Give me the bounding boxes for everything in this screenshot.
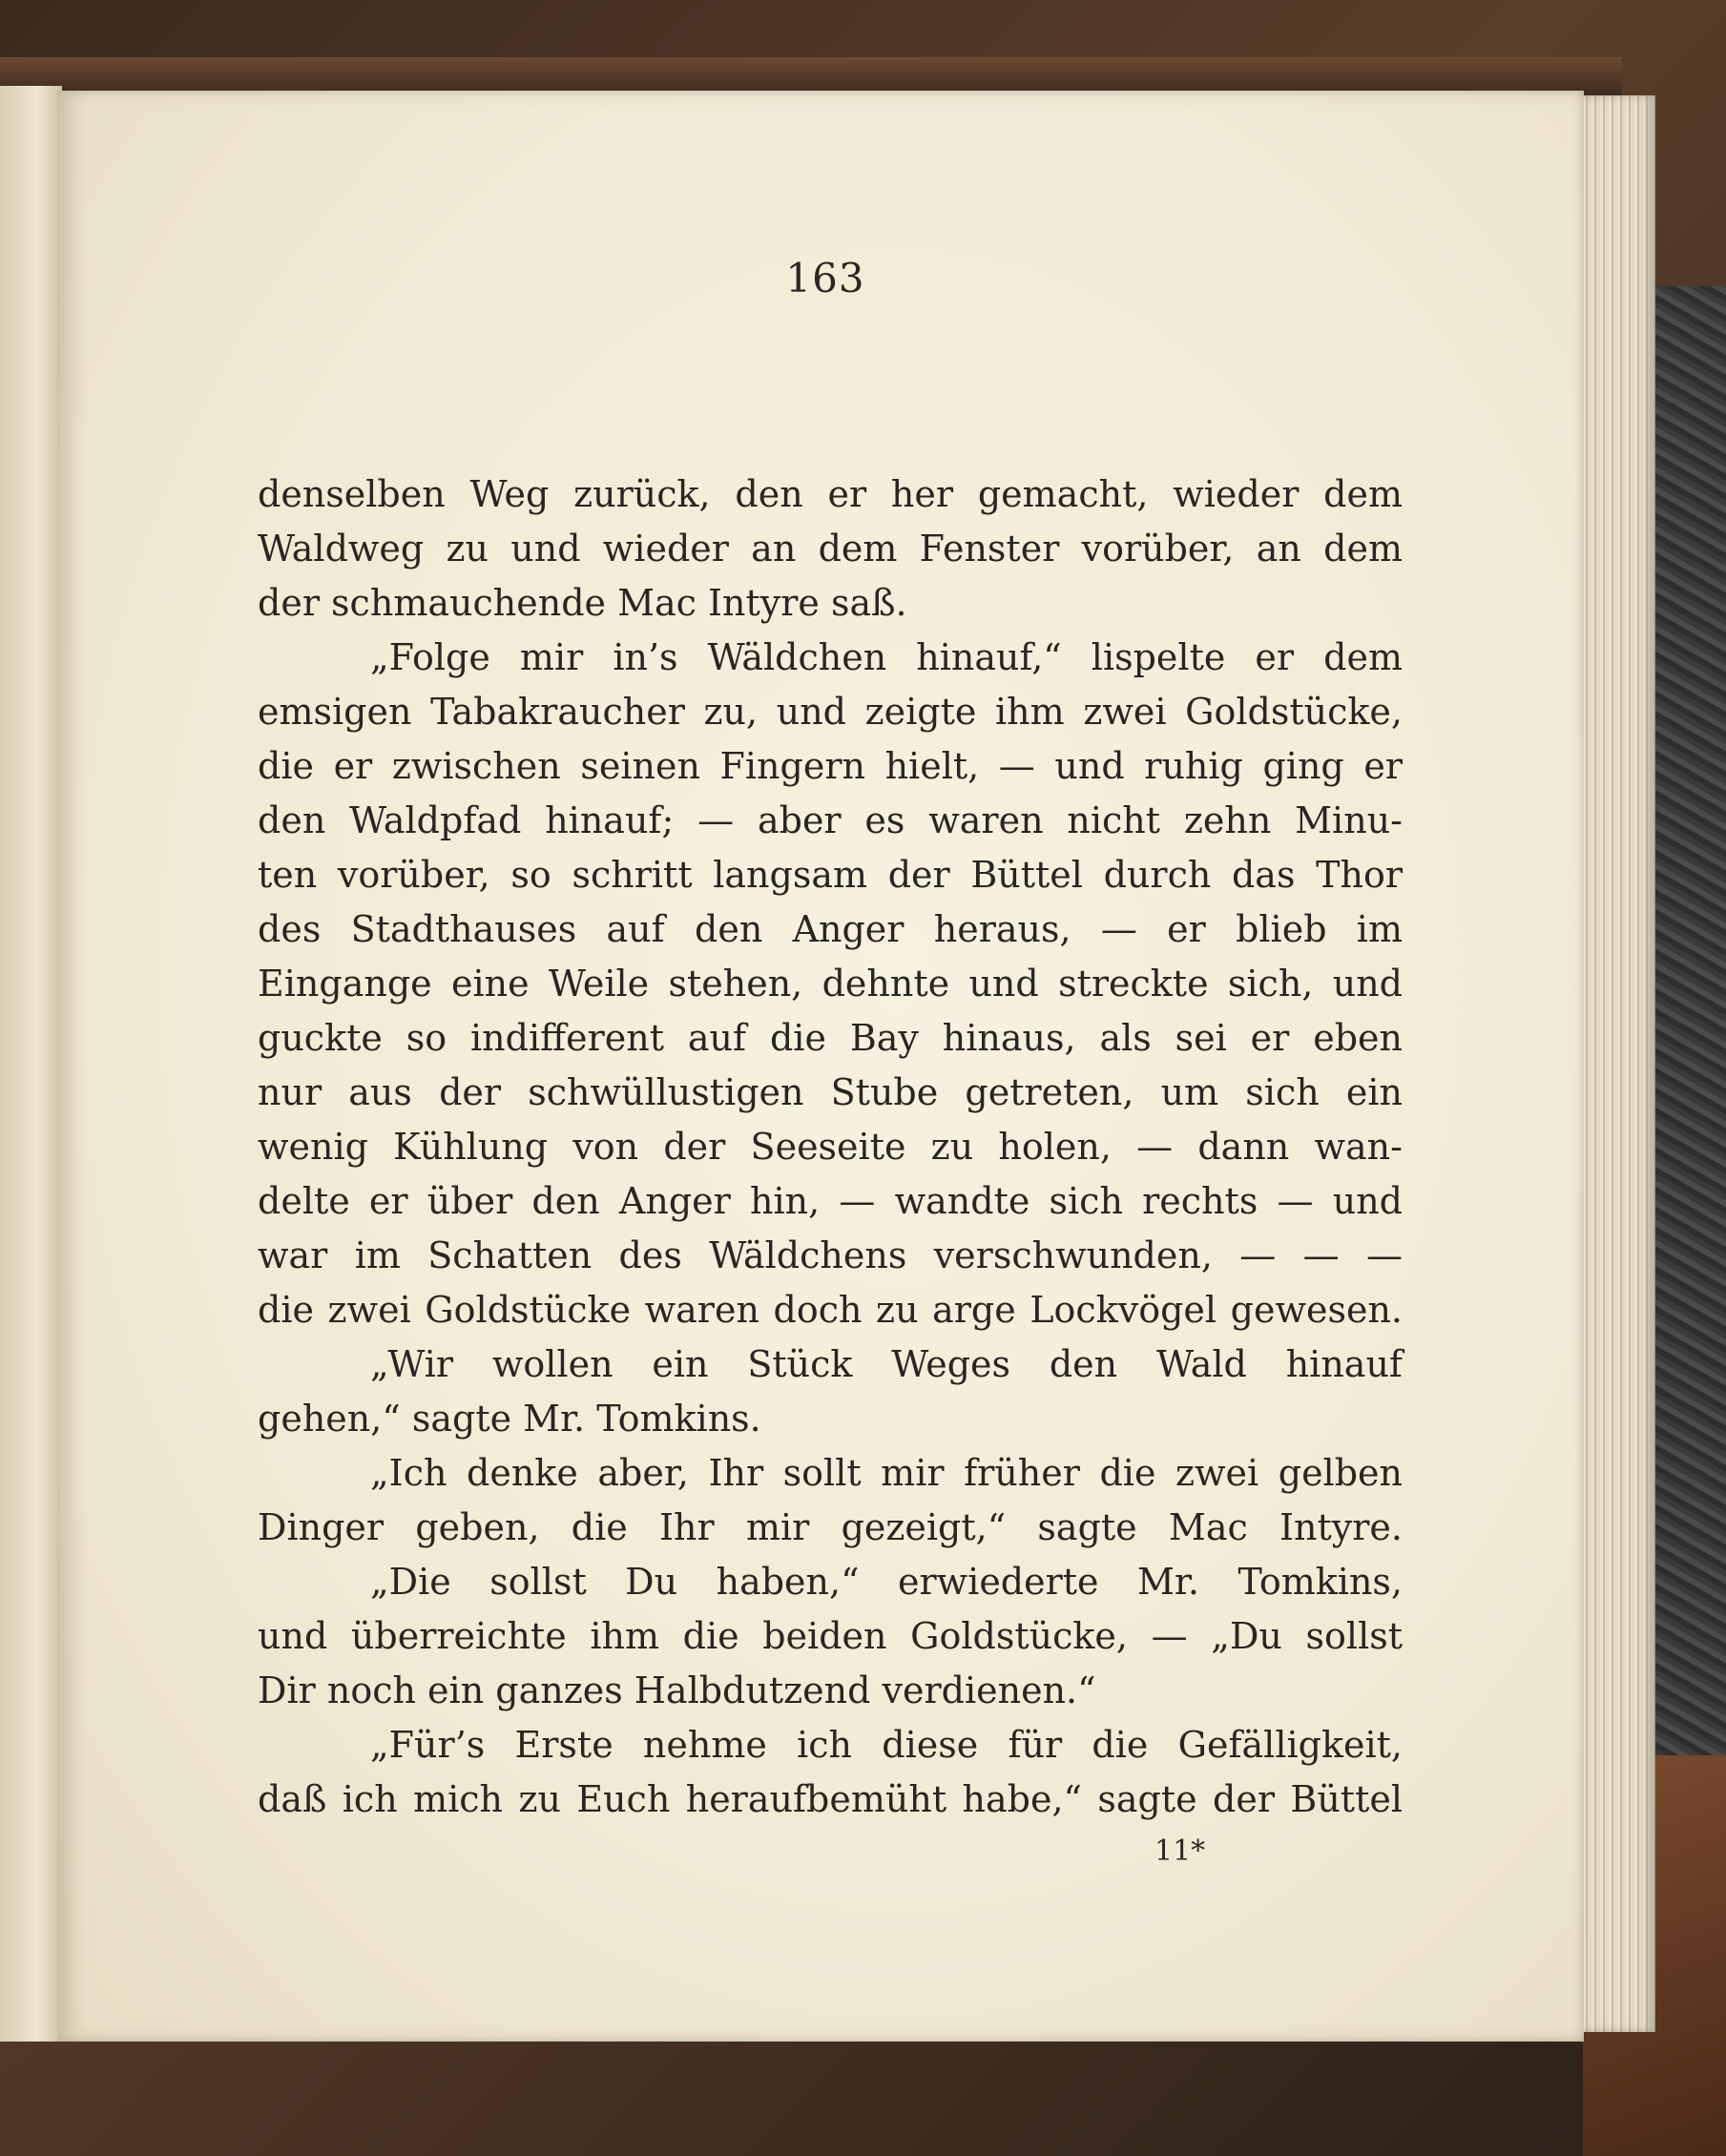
text-line: die zwei Goldstücke waren doch zu arge Lockvögel gewesen. (258, 1289, 1403, 1331)
text-line: und überreichte ihm die beiden Goldstücke, — „Du sollst (258, 1615, 1403, 1657)
text-line: Waldweg zu und wieder an dem Fenster vorüber, an dem (258, 528, 1403, 570)
text-line: der schmauchende Mac Intyre saß. (258, 582, 907, 624)
text-line: den Waldpfad hinauf; — aber es waren nicht zehn Minu- (258, 799, 1403, 841)
text-line: „Wir wollen ein Stück Weges den Wald hinauf (370, 1343, 1403, 1385)
book-page (57, 91, 1584, 2042)
text-line: denselben Weg zurück, den er her gemacht, wieder dem (258, 473, 1403, 515)
text-line: die er zwischen seinen Fingern hielt, — und ruhig ging er (258, 745, 1403, 787)
page-number: 163 (785, 255, 865, 301)
text-line: war im Schatten des Wäldchens verschwunden, — — — (258, 1234, 1403, 1276)
text-line: nur aus der schwüllustigen Stube getreten, um sich ein (258, 1071, 1403, 1113)
text-line: emsigen Tabakraucher zu, und zeigte ihm zwei Goldstücke, (258, 691, 1403, 733)
text-line: „Folge mir in’s Wäldchen hinauf,“ lispelte er dem (370, 636, 1403, 678)
text-line: Dinger geben, die Ihr mir gezeigt,“ sagte Mac Intyre. (258, 1506, 1403, 1548)
text-line: Eingange eine Weile stehen, dehnte und streckte sich, und (258, 963, 1403, 1005)
body-text (258, 467, 1403, 1827)
text-line: „Für’s Erste nehme ich diese für die Gefälligkeit, (370, 1724, 1403, 1766)
signature-mark: 11* (1154, 1835, 1206, 1868)
text-line: delte er über den Anger hin, — wandte sich rechts — und (258, 1180, 1403, 1222)
text-line: Dir noch ein ganzes Halbdutzend verdienen.“ (258, 1669, 1096, 1711)
text-line: „Die sollst Du haben,“ erwiederte Mr. Tomkins, (370, 1561, 1403, 1603)
facing-page-edge (0, 86, 62, 2042)
marbled-board (1650, 286, 1726, 1765)
page-block-edges (1574, 95, 1655, 2032)
text-line: guckte so indifferent auf die Bay hinaus, als sei er eben (258, 1017, 1403, 1059)
text-line: des Stadthauses auf den Anger heraus, — er blieb im (258, 908, 1403, 950)
cover-edge (0, 57, 1622, 95)
text-line: wenig Kühlung von der Seeseite zu holen, — dann wan- (258, 1126, 1403, 1168)
text-line: „Ich denke aber, Ihr sollt mir früher die zwei gelben (370, 1452, 1403, 1494)
text-line: daß ich mich zu Euch heraufbemüht habe,“ sagte der Büttel (258, 1778, 1403, 1820)
text-line: gehen,“ sagte Mr. Tomkins. (258, 1398, 761, 1440)
text-line: ten vorüber, so schritt langsam der Büttel durch das Thor (258, 854, 1403, 896)
